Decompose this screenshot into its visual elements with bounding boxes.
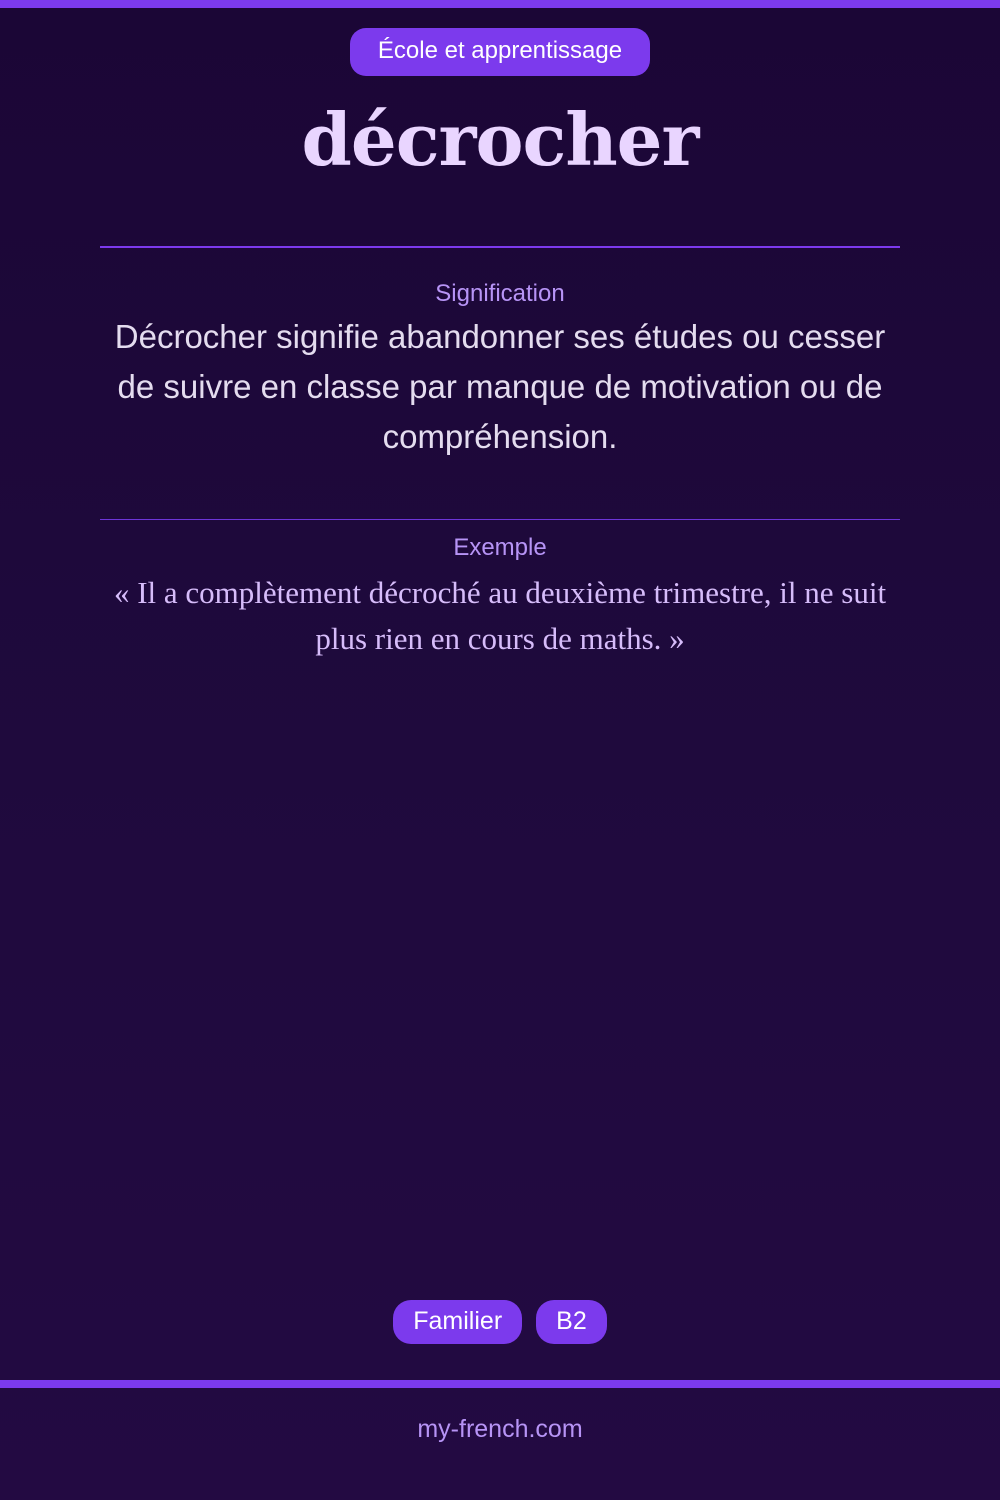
example-text: « Il a complètement décroché au deuxième trimestre, il ne suit plus rien en cours de maths. » — [113, 575, 887, 656]
meaning-text: Décrocher signifie abandonner ses études ou cesser de suivre en classe par manque de motivation ou de compréhension. — [114, 318, 886, 455]
category-badge: École et apprentissage — [350, 28, 650, 76]
divider-middle — [100, 519, 900, 520]
example-label: Exemple — [453, 534, 547, 561]
register-tag: Familier — [393, 1300, 522, 1344]
bottom-accent-bar — [0, 1380, 1000, 1388]
tag-list — [0, 1300, 1000, 1344]
footer-site: my-french.com — [417, 1415, 583, 1443]
level-tag: B2 — [536, 1300, 607, 1344]
word-title: décrocher — [301, 97, 699, 182]
top-accent-bar — [0, 0, 1000, 8]
meaning-label: Signification — [435, 280, 565, 307]
divider-top — [100, 246, 900, 248]
